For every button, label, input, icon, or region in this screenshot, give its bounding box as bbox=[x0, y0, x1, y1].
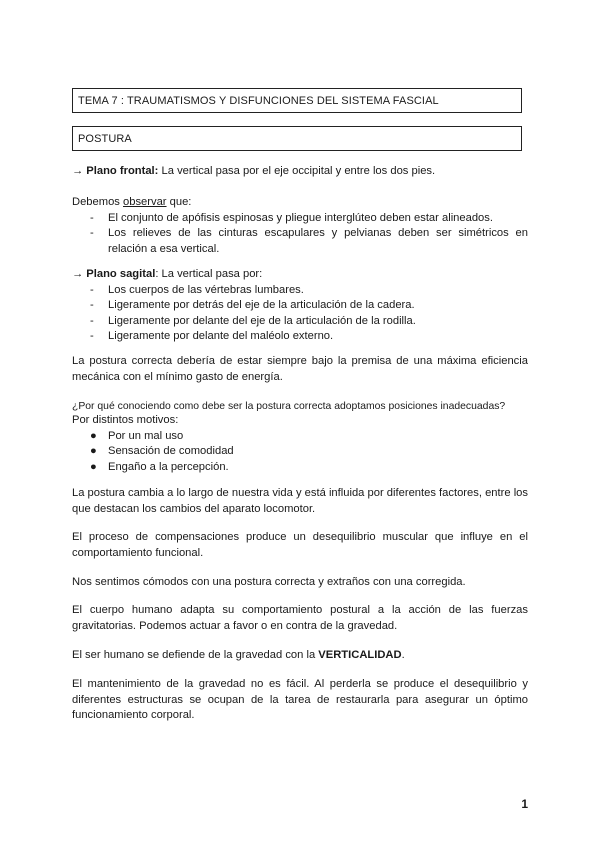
dash-marker: - bbox=[90, 314, 94, 327]
verticality-text: El ser humano se defiende de la gravedad con la bbox=[72, 649, 319, 661]
section-title: POSTURA bbox=[78, 133, 132, 145]
sagital-list bbox=[72, 283, 528, 345]
list-item bbox=[72, 314, 528, 330]
bullet-marker: ● bbox=[90, 445, 97, 457]
motives-section bbox=[72, 413, 528, 475]
motives-list bbox=[72, 429, 528, 476]
question-line: ¿Por qué conociendo como debe ser la postura correcta adoptamos posiciones inadecuadas? bbox=[72, 401, 506, 412]
list-item-text: Los cuerpos de las vértebras lumbares. bbox=[108, 283, 304, 296]
paragraph: El proceso de compensaciones produce un desequilibrio muscular que influye en el comportamiento funcional. bbox=[72, 531, 528, 559]
paragraph: La postura cambia a lo largo de nuestra vida y está influida por diferentes factores, entre los que destacan los cambios del aparato locomotor. bbox=[72, 487, 528, 515]
page-number: 1 bbox=[521, 797, 528, 811]
dash-marker: - bbox=[90, 330, 94, 342]
observe-underlined: observar bbox=[123, 196, 167, 208]
arrow-icon: → bbox=[72, 268, 84, 280]
bullet-marker: ● bbox=[90, 460, 97, 473]
paragraph bbox=[72, 648, 528, 664]
paragraph: Nos sentimos cómodos con una postura correcta y extraños con una corregida. bbox=[72, 576, 466, 588]
list-item bbox=[72, 211, 528, 227]
verticality-bold: VERTICALIDAD bbox=[318, 649, 402, 661]
list-item bbox=[72, 298, 528, 314]
list-item bbox=[72, 283, 528, 299]
list-item bbox=[72, 329, 528, 345]
list-item-text: Los relieves de las cinturas escapulares y pelvianas deben ser simétricos en relación a esa vertical. bbox=[108, 227, 528, 255]
sagital-section bbox=[72, 267, 528, 345]
paragraph: La postura correcta debería de estar siempre bajo la premisa de una máxima eficiencia mecánica con el mínimo gasto de energía. bbox=[72, 355, 528, 383]
observe-suffix: que: bbox=[166, 196, 192, 208]
list-item-text: Ligeramente por detrás del eje de la articulación de la cadera. bbox=[108, 299, 415, 311]
list-item bbox=[72, 444, 528, 460]
topic-title: TEMA 7 : TRAUMATISMOS Y DISFUNCIONES DEL SISTEMA FASCIAL bbox=[78, 95, 439, 107]
list-item-text: Ligeramente por delante del eje de la articulación de la rodilla. bbox=[108, 314, 416, 327]
list-item-text: Por un mal uso bbox=[108, 429, 184, 442]
frontal-plane-text: La vertical pasa por el eje occipital y entre los dos pies. bbox=[158, 165, 436, 177]
list-item-text: El conjunto de apófisis espinosas y pliegue interglúteo deben estar alineados. bbox=[108, 211, 493, 224]
list-item-text: Sensación de comodidad bbox=[108, 445, 234, 457]
frontal-plane-line bbox=[72, 164, 528, 180]
topic-title-box bbox=[72, 88, 522, 113]
observe-section bbox=[72, 195, 528, 257]
sagital-plane-text: : La vertical pasa por: bbox=[155, 268, 263, 280]
observe-intro bbox=[72, 195, 528, 211]
paragraph: El cuerpo humano adapta su comportamiento postural a la acción de las fuerzas gravitatorias. Podemos actuar a favor o en contra de la gravedad. bbox=[72, 604, 528, 632]
frontal-plane-label: Plano frontal: bbox=[86, 165, 159, 177]
list-item-text: Engaño a la percepción. bbox=[108, 460, 229, 473]
arrow-icon: → bbox=[72, 165, 84, 177]
motives-intro: Por distintos motivos: bbox=[72, 414, 179, 426]
sagital-plane-line bbox=[72, 267, 528, 283]
bullet-marker: ● bbox=[90, 429, 97, 442]
list-item bbox=[72, 429, 528, 445]
dash-marker: - bbox=[90, 283, 94, 296]
list-item bbox=[72, 226, 528, 257]
dash-marker: - bbox=[90, 227, 94, 239]
list-item-text: Ligeramente por delante del maléolo externo. bbox=[108, 330, 334, 342]
observe-list bbox=[72, 211, 528, 258]
section-title-box bbox=[72, 126, 522, 151]
dash-marker: - bbox=[90, 299, 94, 311]
paragraph: El mantenimiento de la gravedad no es fácil. Al perderla se produce el desequilibrio y diferentes estructuras se ocupan de la tarea de restaurarla para asegurar un óptimo funcionamiento corporal. bbox=[72, 678, 528, 721]
sagital-plane-label: Plano sagital bbox=[86, 268, 156, 280]
list-item bbox=[72, 460, 528, 476]
dash-marker: - bbox=[90, 211, 94, 224]
observe-prefix: Debemos bbox=[72, 196, 123, 208]
verticality-end: . bbox=[401, 649, 405, 661]
